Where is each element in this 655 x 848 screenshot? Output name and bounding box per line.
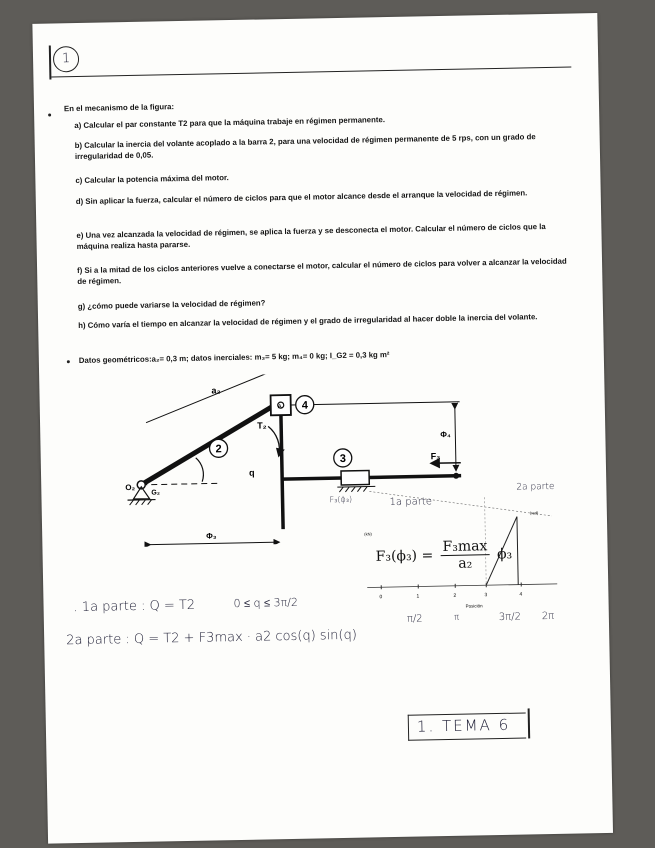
margin-bar (49, 45, 52, 79)
label-f3: F₃ (430, 451, 441, 462)
x-axis-label: Posición (465, 603, 483, 609)
question-h: h) Cómo varía el tiempo en alcanzar la velocidad de régimen y el grado de irregularidad al hacer doble la inercia del volante. (78, 312, 538, 331)
hw-phase2-eq: 2a parte : Q = T2 + F3max · a2 cos(q) sin(q) (66, 627, 358, 649)
topic-box-bar (528, 708, 530, 738)
formula-lhs: F₃(ϕ₃) = (375, 547, 434, 565)
reference-dashed-line (141, 483, 221, 485)
intro-text: En el mecanismo de la figura: (63, 102, 175, 114)
tick-label: 3 (484, 592, 488, 599)
label-4: 4 (301, 399, 308, 412)
topic-box (408, 712, 526, 740)
question-g: g) ¿cómo puede variarse la velocidad de régimen? (77, 298, 266, 312)
hw-phase1-label: 1a parte (389, 496, 433, 509)
hw-phase1-eq: . 1a parte : Q = T2 (73, 597, 196, 616)
problem-number: 1 (61, 51, 71, 67)
hw-three-pi-half: 3π/2 (498, 611, 522, 623)
label-phi3: Φ₃ (206, 531, 217, 541)
formula-numerator: F₃max (440, 538, 489, 556)
phi3-dimension (150, 542, 279, 544)
force-drop (517, 517, 518, 585)
hw-f3-phi3: F₃(ϕ₃) (329, 494, 353, 505)
label-g2: G₂ (151, 489, 161, 497)
question-a: a) Calcular el par constante T2 para que la máquina trabaje en régimen permanente. (74, 115, 386, 131)
hw-two-pi: 2π (541, 610, 555, 623)
question-d: d) Sin aplicar la fuerza, calcular el número de ciclos para que el motor alcance desde el arranque la velocidad de régimen. (75, 188, 528, 207)
question-c: c) Calcular la potencia máxima del motor. (75, 173, 229, 186)
formula-tail: ϕ₃ (496, 546, 513, 563)
bullet (48, 113, 51, 116)
label-2: 2 (215, 443, 222, 456)
bullet (67, 360, 70, 363)
top-guide-line (291, 402, 460, 405)
y-unit-label: (kN) (364, 531, 372, 537)
topic-label: 1. TEMA 6 (416, 715, 511, 736)
x-unit-label: (rad) (529, 510, 539, 516)
label-t2: T₂ (257, 420, 267, 431)
data-line: Datos geométricos:a₂= 0,3 m; datos inerciales: m₃= 5 kg; m₄= 0 kg; I_G2 = 0,3 kg m² (78, 350, 390, 366)
header-rule (51, 66, 571, 77)
tick-label: 1 (416, 593, 420, 600)
ground-hatch (130, 500, 152, 505)
label-3: 3 (339, 452, 347, 466)
label-o2: O₂ (125, 482, 136, 493)
formula-denominator: a₂ (458, 555, 473, 572)
problem-number-circle (53, 46, 79, 72)
hw-pi-half: π/2 (406, 613, 423, 625)
phi4-dimension (455, 409, 456, 471)
force-formula (375, 538, 512, 574)
tick-label: 2 (453, 592, 457, 599)
question-e: e) Una vez alcanzada la velocidad de régimen, se aplica la fuerza y se desconecta el motor. Calcular el número de ciclos que la máquina realiza hasta pararse. (76, 222, 546, 252)
label-a2: a₂ (211, 385, 221, 396)
torque-t2-arrow (268, 426, 279, 456)
bar-3-vertical (281, 415, 283, 529)
hw-phase1-range: 0 ≤ q ≤ 3π/2 (233, 595, 299, 611)
tick-label: 4 (519, 591, 523, 598)
graph-x-axis (367, 584, 557, 588)
exam-sheet (32, 13, 613, 844)
question-b: b) Calcular la inercia del volante acoplado a la barra 2, para una velocidad de régimen permanente de 5 rps, con un grado de irregularidad de 0,05. (74, 132, 536, 162)
angle-q-arc (196, 458, 204, 482)
hw-pi-position: π (453, 612, 460, 623)
label-phi4: Φ₄ (440, 429, 451, 440)
label-q: q (248, 467, 255, 478)
label-a: A (277, 404, 282, 411)
tick-label: 0 (379, 594, 383, 601)
question-f: f) Si a la mitad de los ciclos anteriores vuelve a conectarse el motor, calcular el número de ciclos para volver a alcanzar la velocidad de régimen. (77, 256, 567, 287)
hw-phase2-label: 2a parte (516, 481, 555, 493)
